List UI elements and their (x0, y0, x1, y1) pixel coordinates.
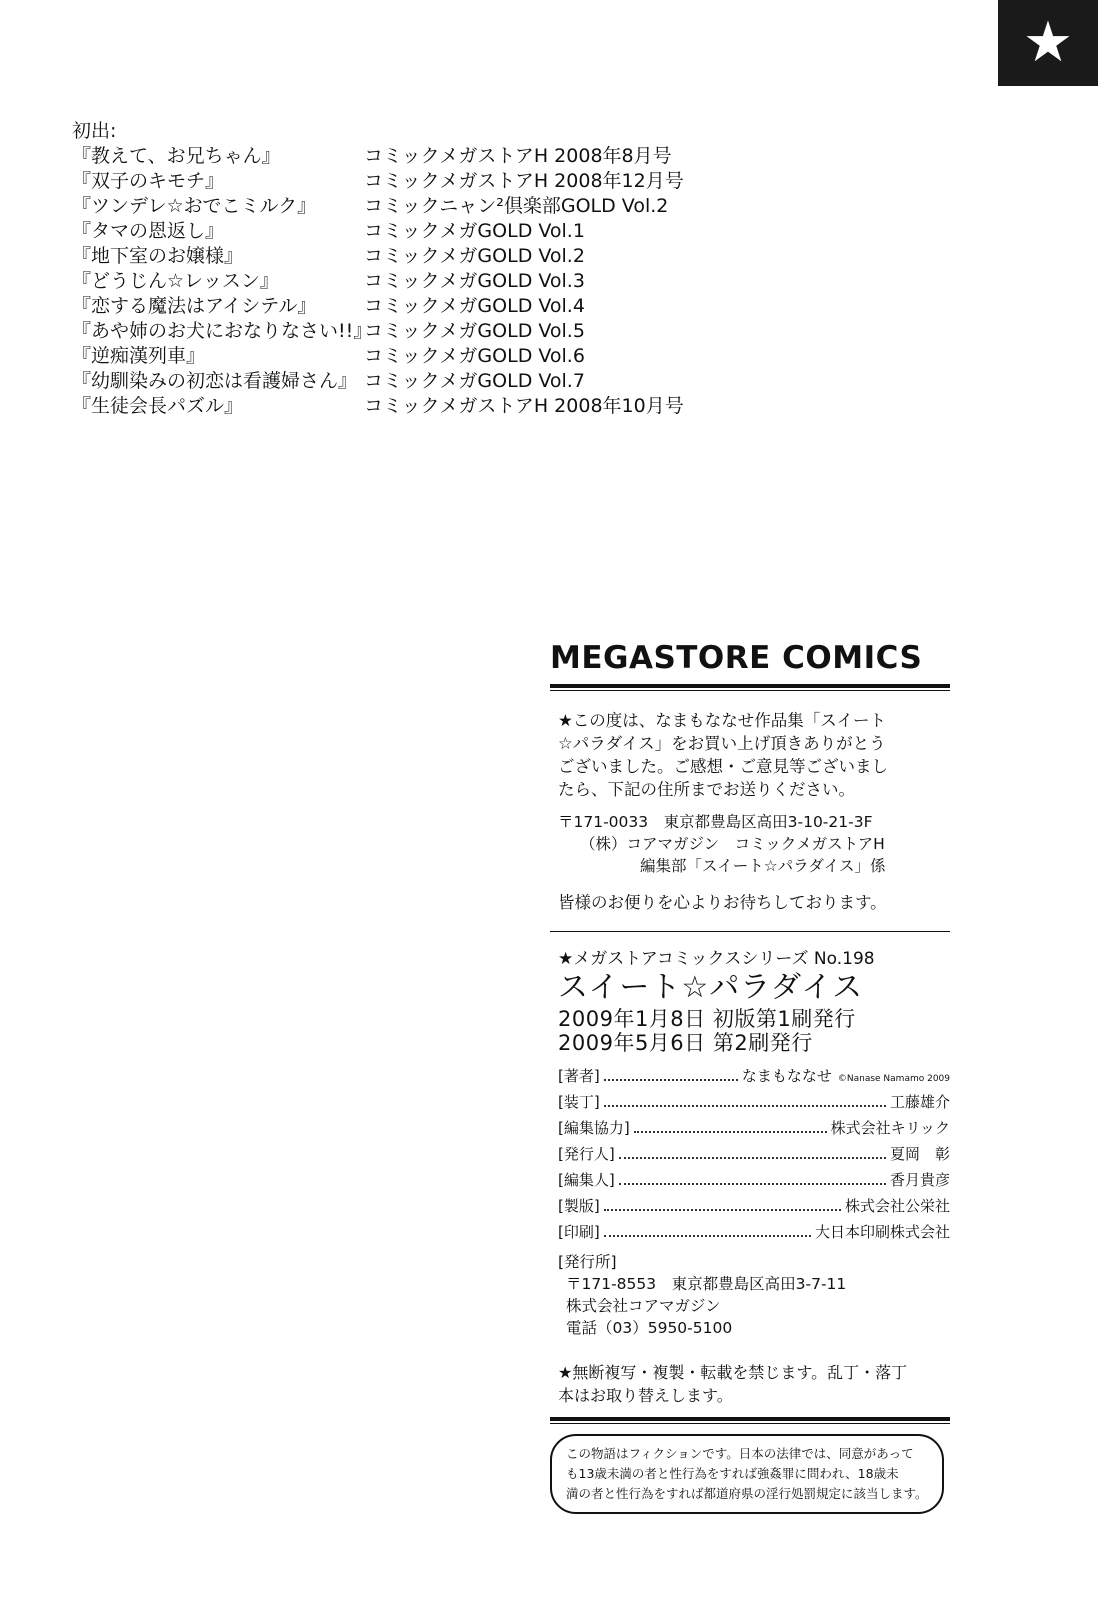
story-title: 『生徒会長パズル』 (72, 395, 244, 417)
thanks-line: ☆パラダイス」をお買い上げ頂きありがとう (558, 734, 886, 753)
publisher-postal: 〒171-8553 東京都豊島区高田3-7-11 (566, 1275, 847, 1293)
waiting-message: 皆様のお便りを心よりお待ちしております。 (558, 893, 887, 912)
credit-label: [著者] (558, 1067, 600, 1085)
story-title: 『あや姉のお犬におなりなさい!!』 (72, 320, 373, 342)
credit-row (558, 1195, 950, 1221)
list-item (72, 344, 684, 369)
credit-label: [装丁] (558, 1093, 600, 1111)
story-title: 『恋する魔法はアイシテル』 (72, 295, 317, 317)
dot-leader (634, 1131, 827, 1133)
thanks-line: ★この度は、なまもななせ作品集「スイート (558, 711, 886, 730)
disclaimer-line: 満の者と性行為をすれば都道府県の淫行処罰規定に該当します。 (566, 1486, 928, 1501)
dot-leader (604, 1105, 886, 1107)
credit-value: なまもななせ (741, 1067, 832, 1085)
credit-value: 株式会社公栄社 (844, 1197, 950, 1215)
story-title: 『ツンデレ☆おでこミルク』 (72, 195, 317, 217)
thanks-line: ございました。ご感想・ご意見等ございまし (558, 757, 888, 776)
divider (550, 1417, 950, 1421)
colophon (550, 640, 950, 1514)
copyright-note: ©Nanase Namamo 2009 (837, 1074, 950, 1084)
publisher-label: [発行所] (558, 1253, 617, 1271)
credits-list (550, 1065, 950, 1247)
credit-value: 香月貴彦 (889, 1171, 950, 1189)
story-source: コミックメガストアH 2008年8月号 (364, 145, 672, 167)
star-corner-icon: ★ (998, 0, 1098, 86)
credit-row (558, 1117, 950, 1143)
list-item (72, 169, 684, 194)
list-item (72, 144, 684, 169)
copy-notice (550, 1361, 950, 1407)
first-publication-list (72, 118, 684, 419)
notice-line: 本はお取り替えします。 (558, 1386, 733, 1405)
credit-value: 工藤雄介 (889, 1093, 950, 1111)
credit-row (558, 1143, 950, 1169)
story-title: 『逆痴漢列車』 (72, 345, 206, 367)
credit-value: 株式会社キリック (830, 1119, 950, 1137)
story-title: 『タマの恩返し』 (72, 220, 225, 242)
credit-label: [製版] (558, 1197, 600, 1215)
publisher-company: 株式会社コアマガジン (566, 1297, 721, 1315)
publisher-phone: 電話（03）5950-5100 (566, 1319, 733, 1337)
credit-value: 大日本印刷株式会社 (814, 1223, 950, 1241)
edition-line: 2009年1月8日 初版第1刷発行 (558, 1007, 856, 1031)
dot-leader (619, 1157, 886, 1159)
address-line: 編集部「スイート☆パラダイス」係 (640, 857, 886, 875)
story-source: コミックメガストアH 2008年12月号 (364, 170, 684, 192)
brand-logo: MEGASTORE COMICS (550, 640, 923, 676)
story-source: コミックメガストアH 2008年10月号 (364, 395, 684, 417)
dot-leader (604, 1209, 841, 1211)
story-source: コミックニャン²倶楽部GOLD Vol.2 (364, 195, 669, 217)
story-source: コミックメガGOLD Vol.2 (364, 245, 585, 267)
notice-line: ★無断複写・複製・転載を禁じます。乱丁・落丁 (558, 1363, 908, 1382)
dot-leader (619, 1183, 886, 1185)
fiction-disclaimer (550, 1434, 944, 1514)
publisher-block (550, 1251, 950, 1339)
list-item (72, 394, 684, 419)
credit-row (558, 1065, 950, 1091)
book-title: スイート☆パラダイス (558, 970, 864, 1005)
credit-row (558, 1169, 950, 1195)
story-source: コミックメガGOLD Vol.4 (364, 295, 585, 317)
story-title: 『教えて、お兄ちゃん』 (72, 145, 281, 167)
credit-row (558, 1221, 950, 1247)
address-line: （株）コアマガジン コミックメガストアH (580, 835, 885, 853)
series-number: ★メガストアコミックスシリーズ No.198 (558, 949, 875, 969)
story-title: 『幼馴染みの初恋は看護婦さん』 (72, 370, 358, 392)
editorial-address (550, 811, 950, 877)
story-source: コミックメガGOLD Vol.1 (364, 220, 585, 242)
disclaimer-line: も13歳未満の者と性行為をすれば強姦罪に問われ、18歳未 (566, 1466, 899, 1481)
divider (550, 690, 950, 691)
list-item (72, 369, 684, 394)
credit-value: 夏岡 彰 (889, 1145, 950, 1163)
disclaimer-line: この物語はフィクションです。日本の法律では、同意があって (566, 1446, 914, 1461)
dot-leader (604, 1079, 738, 1081)
story-title: 『どうじん☆レッスン』 (72, 270, 279, 292)
thanks-message (550, 709, 950, 801)
address-line: 〒171-0033 東京都豊島区高田3-10-21-3F (558, 813, 873, 831)
credit-label: [編集人] (558, 1171, 615, 1189)
story-title: 『地下室のお嬢様』 (72, 245, 244, 267)
first-publication-heading: 初出: (72, 120, 117, 142)
list-item (72, 219, 684, 244)
story-source: コミックメガGOLD Vol.6 (364, 345, 585, 367)
divider (550, 931, 950, 932)
credit-row (558, 1091, 950, 1117)
credit-label: [発行人] (558, 1145, 615, 1163)
list-item (72, 294, 684, 319)
story-source: コミックメガGOLD Vol.3 (364, 270, 585, 292)
credit-label: [編集協力] (558, 1119, 630, 1137)
list-item (72, 194, 684, 219)
credit-label: [印刷] (558, 1223, 600, 1241)
list-item (72, 269, 684, 294)
list-item (72, 244, 684, 269)
story-title: 『双子のキモチ』 (72, 170, 225, 192)
edition-line: 2009年5月6日 第2刷発行 (558, 1031, 813, 1055)
story-source: コミックメガGOLD Vol.5 (364, 320, 585, 342)
divider (550, 684, 950, 688)
thanks-line: たら、下記の住所までお送りください。 (558, 780, 855, 799)
dot-leader (604, 1235, 811, 1237)
list-item (72, 319, 684, 344)
story-source: コミックメガGOLD Vol.7 (364, 370, 585, 392)
divider (550, 1423, 950, 1424)
